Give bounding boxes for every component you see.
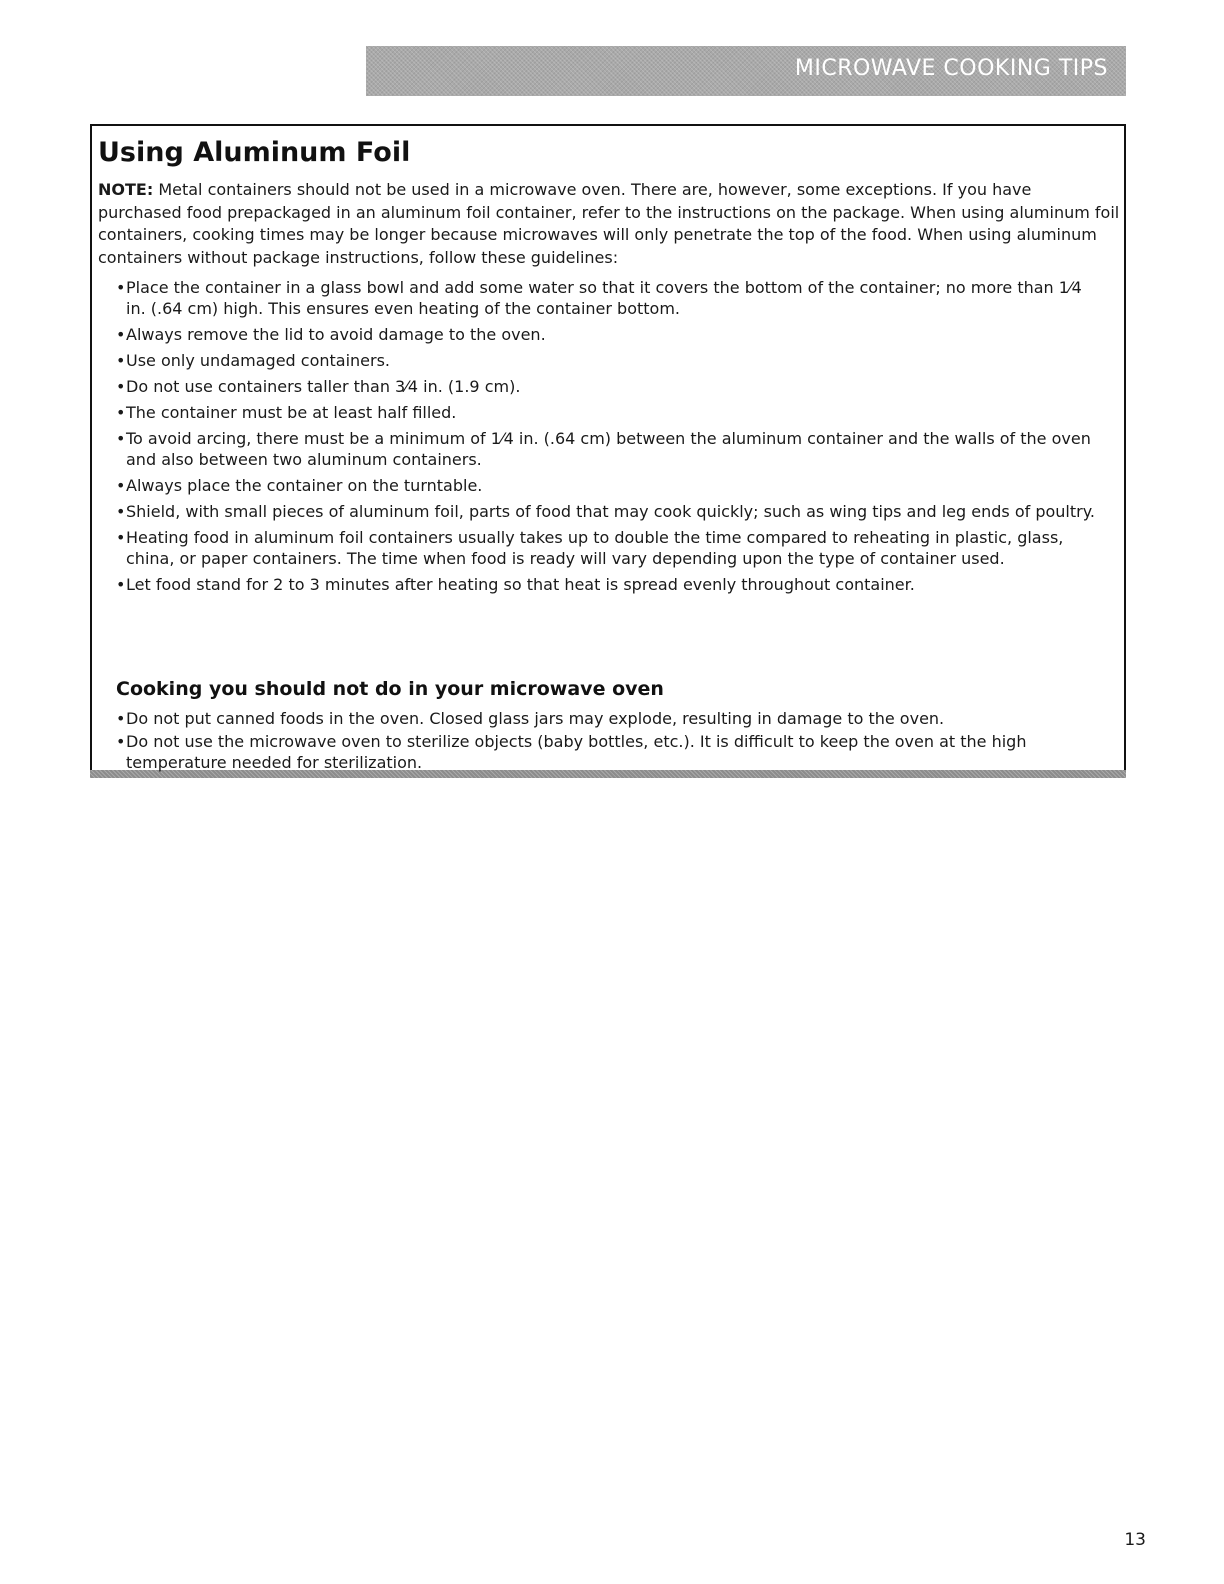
list-item: • Do not use the microwave oven to sterilize objects (baby bottles, etc.). It is difficult to keep the oven at the high temperature needed for sterilization. <box>116 731 1106 773</box>
note-text: Metal containers should not be used in a microwave oven. There are, however, some exceptions. If you have purchased food prepackaged in an aluminum foil container, refer to the instructions on the package. When using aluminum foil containers, cooking times may be longer because microwaves will only penetrate the top of the food. When using aluminum containers without package instructions, follow these guidelines: <box>98 180 1120 267</box>
note-label: NOTE: <box>98 180 154 199</box>
list-item: • Always place the container on the turntable. <box>116 475 1106 496</box>
list-item: • The container must be at least half filled. <box>116 402 1106 423</box>
list-item: • To avoid arcing, there must be a minimum of 1⁄4 in. (.64 cm) between the aluminum container and the walls of the oven and also between two aluminum containers. <box>116 428 1106 470</box>
header-title: MICROWAVE COOKING TIPS <box>794 56 1108 81</box>
note-paragraph <box>98 179 1120 269</box>
header-banner <box>366 46 1126 96</box>
subsection-title: Cooking you should not do in your microwave oven <box>116 678 664 700</box>
list-item: • Heating food in aluminum foil containers usually takes up to double the time compared to reheating in plastic, glass, china, or paper containers. The time when food is ready will vary depending upon the type of container used. <box>116 527 1106 569</box>
list-item: • Let food stand for 2 to 3 minutes after heating so that heat is spread evenly throughout container. <box>116 574 1106 595</box>
list-item: • Do not use containers taller than 3⁄4 in. (1.9 cm). <box>116 376 1106 397</box>
list-item: • Shield, with small pieces of aluminum foil, parts of food that may cook quickly; such as wing tips and leg ends of poultry. <box>116 501 1106 522</box>
list-item: • Use only undamaged containers. <box>116 350 1106 371</box>
prohibited-list <box>116 708 1106 775</box>
page-number: 13 <box>1124 1530 1146 1550</box>
guidelines-list <box>116 277 1106 600</box>
section-title: Using Aluminum Foil <box>98 137 411 168</box>
list-item: • Do not put canned foods in the oven. Closed glass jars may explode, resulting in damage to the oven. <box>116 708 1106 729</box>
list-item: • Place the container in a glass bowl and add some water so that it covers the bottom of the container; no more than 1⁄4 in. (.64 cm) high. This ensures even heating of the container bottom. <box>116 277 1106 319</box>
list-item: • Always remove the lid to avoid damage to the oven. <box>116 324 1106 345</box>
